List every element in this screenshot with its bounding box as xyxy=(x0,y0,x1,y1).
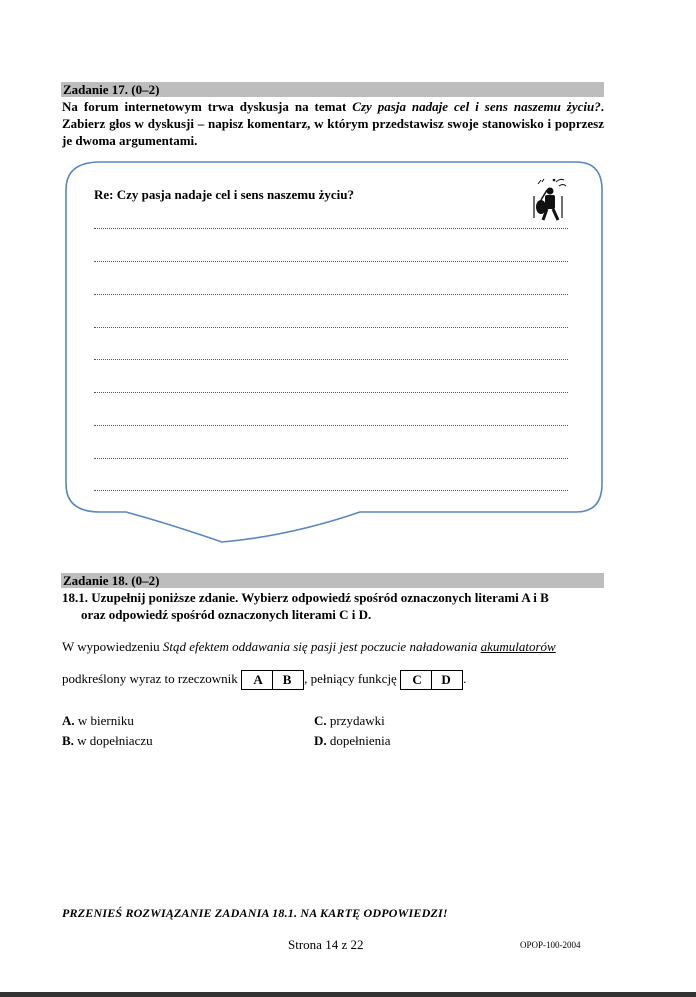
fill-end: . xyxy=(463,671,467,686)
example-sentence xyxy=(62,639,556,655)
bubble-title: Re: Czy pasja nadaje cel i sens naszemu życiu? xyxy=(94,187,354,202)
instruction-line-2: oraz odpowiedź spośród oznaczonych literami C i D. xyxy=(81,607,372,622)
answer-line[interactable] xyxy=(94,228,568,229)
fill-prefix: podkreślony wyraz to rzeczownik xyxy=(62,671,238,686)
transfer-note: PRZENIEŚ ROZWIĄZANIE ZADANIA 18.1. NA KARTĘ ODPOWIEDZI! xyxy=(62,906,448,920)
answer-line[interactable] xyxy=(94,327,568,328)
answer-line[interactable] xyxy=(94,425,568,426)
answer-line[interactable] xyxy=(94,359,568,360)
answer-line[interactable] xyxy=(94,294,568,295)
fill-sentence xyxy=(62,669,466,690)
option-b: B. w dopełniaczu xyxy=(62,733,153,748)
page-number: Strona 14 z 22 xyxy=(288,937,364,952)
musician-icon xyxy=(528,176,572,222)
instruction-number: 18.1. xyxy=(62,590,88,605)
intro-text-2: . Zabierz głos w dyskusji – napisz komentarz, w którym przedstawisz swoje stanowisko i poprzesz je dwoma argumentami. xyxy=(62,99,604,148)
task-17-header: Zadanie 17. (0–2) xyxy=(61,82,604,97)
task-18-instruction xyxy=(62,589,604,623)
underlined-word: akumulatorów xyxy=(480,639,556,654)
sentence-prefix: W wypowiedzeniu xyxy=(62,639,163,654)
choice-a[interactable]: A xyxy=(253,672,263,688)
bubble-outline xyxy=(66,162,602,542)
choice-box-ab[interactable] xyxy=(241,670,304,690)
choice-box-cd[interactable] xyxy=(400,670,463,690)
task-18-header: Zadanie 18. (0–2) xyxy=(61,573,604,588)
sentence-quote: Stąd efektem oddawania się pasji jest poczucie naładowania xyxy=(162,639,481,654)
answer-line[interactable] xyxy=(94,490,568,491)
option-d: D. dopełnienia xyxy=(314,733,391,748)
choice-b[interactable]: B xyxy=(272,671,301,689)
intro-topic: Czy pasja nadaje cel i sens naszemu życiu? xyxy=(352,99,601,114)
answer-line[interactable] xyxy=(94,261,568,262)
option-c: C. przydawki xyxy=(314,713,385,728)
answer-line[interactable] xyxy=(94,458,568,459)
choice-c[interactable]: C xyxy=(412,672,422,688)
intro-text-1: Na forum internetowym trwa dyskusja na temat xyxy=(62,99,353,114)
bottom-bar xyxy=(0,992,696,997)
fill-middle: , pełniący funkcję xyxy=(304,671,397,686)
instruction-line-1: Uzupełnij poniższe zdanie. Wybierz odpowiedź spośród oznaczonych literami A i B xyxy=(91,590,549,605)
choice-d[interactable]: D xyxy=(431,671,460,689)
answer-line[interactable] xyxy=(94,392,568,393)
exam-code: OPOP-100-2004 xyxy=(520,940,581,950)
option-a: A. w bierniku xyxy=(62,713,134,728)
